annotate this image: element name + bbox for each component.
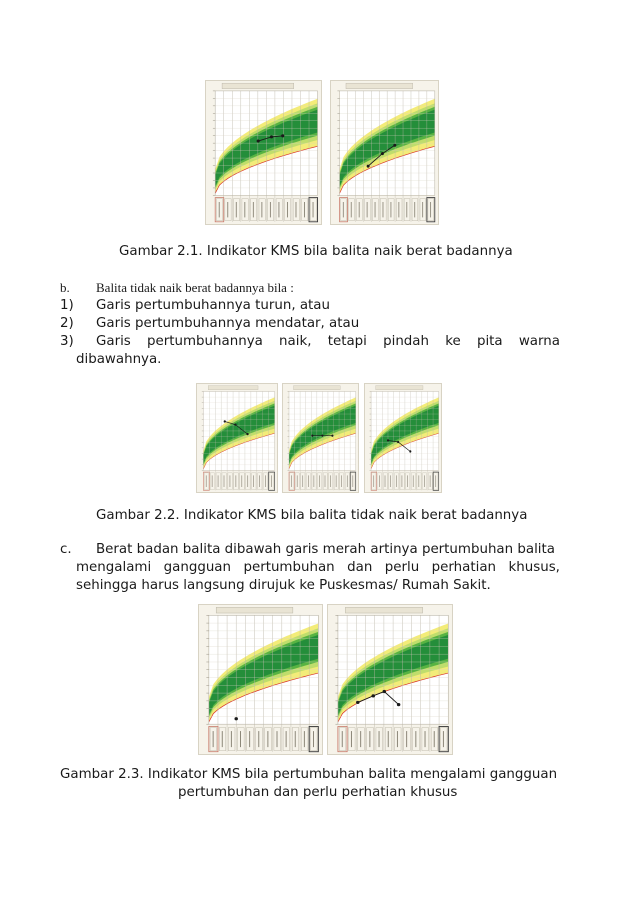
word: khusus, (508, 560, 560, 575)
kms-chart-svg (206, 81, 321, 224)
kms-weight-point (281, 134, 284, 137)
kms-weight-point (367, 165, 370, 168)
list-item-3-line (96, 333, 560, 351)
word: tetapi (327, 334, 367, 349)
kms-header-bar (346, 83, 413, 89)
kms-chart-fig3-a (198, 604, 323, 755)
word: perhatian (431, 560, 497, 575)
kms-chart-fig2-a (196, 383, 278, 493)
kms-weight-point (224, 420, 226, 422)
kms-weight-point (321, 435, 323, 437)
figure2-caption: Gambar 2.2. Indikator KMS bila balita tidak naik berat badannya (96, 508, 528, 523)
kms-weight-point (311, 435, 313, 437)
kms-chart-svg (283, 384, 358, 492)
kms-weight-point (234, 423, 236, 425)
kms-weight-point (383, 690, 386, 693)
kms-chart-fig1-a (205, 80, 322, 225)
kms-chart-svg (328, 605, 452, 754)
kms-chart-svg (197, 384, 277, 492)
word: perlu (384, 560, 420, 575)
kms-header-bar (222, 83, 294, 89)
kms-weight-point (393, 144, 396, 147)
kms-weight-point (257, 140, 260, 143)
kms-weight-point (397, 441, 399, 443)
kms-chart-svg (365, 384, 441, 492)
word: dan (347, 560, 373, 575)
section-b-intro: Balita tidak naik berat badannya bila : (96, 280, 294, 295)
word: ke (445, 334, 461, 349)
section-b-marker: b. (60, 280, 70, 295)
list-item-2-text: Garis pertumbuhannya mendatar, atau (96, 316, 360, 331)
kms-weight-point (331, 435, 333, 437)
section-c-line3: sehingga harus langsung dirujuk ke Puskesmas/ Rumah Sakit. (76, 578, 491, 593)
kms-chart-fig3-b (327, 604, 453, 755)
word: pindah (383, 334, 429, 349)
kms-weight-point (234, 717, 237, 720)
kms-weight-point (270, 135, 273, 138)
list-item-1-num: 1) (60, 298, 74, 313)
kms-header-bar (208, 386, 258, 390)
word: mengalami (76, 560, 152, 575)
kms-header-bar (294, 386, 341, 390)
figure1-caption: Gambar 2.1. Indikator KMS bila balita naik berat badannya (119, 244, 513, 259)
section-c-line2 (76, 559, 560, 577)
kms-weight-point (409, 450, 411, 452)
section-c-line1-text: Berat badan balita dibawah garis merah artinya pertumbuhan balita (96, 542, 555, 557)
kms-header-bar (376, 386, 423, 390)
word: Garis (96, 334, 131, 349)
kms-weight-point (397, 703, 400, 706)
kms-chart-fig1-b (330, 80, 439, 225)
kms-chart-svg (199, 605, 322, 754)
list-item-1-text: Garis pertumbuhannya turun, atau (96, 298, 330, 313)
list-item-2-num: 2) (60, 316, 74, 331)
kms-weight-point (387, 439, 389, 441)
list-item-3-continuation: dibawahnya. (76, 352, 162, 367)
figure3-caption-line2: pertumbuhan dan perlu perhatian khusus (178, 785, 458, 800)
section-c-line1 (96, 541, 560, 559)
word: warna (518, 334, 560, 349)
list-item-3-num: 3) (60, 334, 74, 349)
kms-header-bar (345, 607, 422, 613)
kms-weight-point (371, 694, 374, 697)
word: pertumbuhannya (147, 334, 263, 349)
word: pita (476, 334, 503, 349)
section-c-marker: c. (60, 542, 72, 557)
kms-weight-point (356, 701, 359, 704)
kms-chart-fig2-c (364, 383, 442, 493)
kms-weight-point (246, 433, 248, 435)
kms-weight-point (381, 152, 384, 155)
word: naik, (279, 334, 312, 349)
kms-chart-svg (331, 81, 438, 224)
kms-header-bar (216, 607, 293, 613)
kms-chart-fig2-b (282, 383, 359, 493)
figure3-caption-line1: Gambar 2.3. Indikator KMS bila pertumbuhan balita mengalami gangguan (60, 767, 558, 782)
word: pertumbuhan (243, 560, 335, 575)
word: gangguan (163, 560, 231, 575)
